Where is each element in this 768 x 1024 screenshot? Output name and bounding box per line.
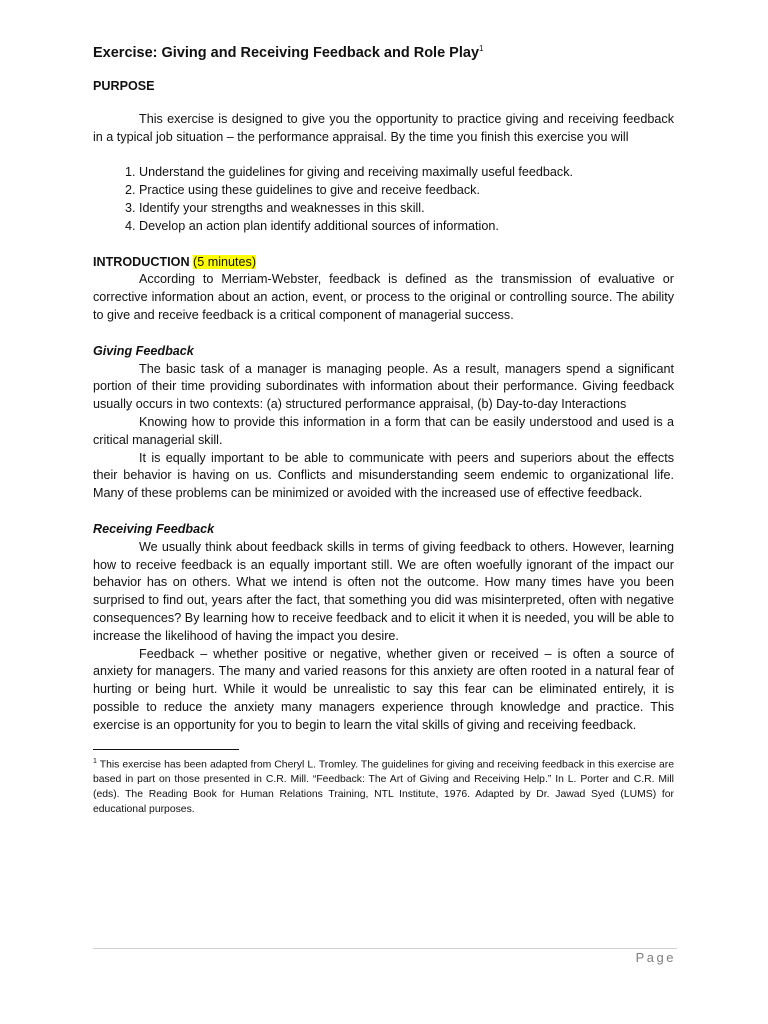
introduction-heading-text: INTRODUCTION	[93, 254, 190, 269]
introduction-paragraph: According to Merriam-Webster, feedback is defined as the transmission of evaluative or corrective information about an action, event, or process to the original or controlling source. The ability to give and receive feedback is a critical component of managerial success.	[93, 272, 674, 322]
title-footnote-marker[interactable]: 1	[479, 44, 484, 53]
giving-feedback-paragraph-2: Knowing how to provide this information in a form that can be easily understood and used is a critical managerial skill.	[93, 414, 674, 447]
receiving-feedback-paragraph-2: Feedback – whether positive or negative, whether given or received – is often a source of anxiety for managers. The many and varied reasons for this anxiety are often rooted in a natural fear of hurting or being hurt. While it would be unrealistic to say this fear can be eliminated entirely, it is possible to reduce the anxiety many managers experience through knowledge and practice. This exercise is an opportunity for you to begin to learn the vital skills of giving and receiving feedback.	[93, 646, 674, 732]
receiving-feedback-paragraph-1: We usually think about feedback skills in terms of giving feedback to others. However, learning how to receive feedback is an equally important still. We are often woefully ignorant of the impact our behavior has on others. What we intend is often not the outcome. How many times have you been surprised to find out, years after the fact, that something you did was misinterpreted, often with negative consequences? By learning how to receive feedback and to elicit it when it is needed, you will be able to increase the likelihood of having the impact you desire.	[93, 539, 674, 643]
purpose-heading: PURPOSE	[93, 78, 155, 93]
list-item: 2. Practice using these guidelines to give and receive feedback.	[139, 182, 674, 200]
giving-feedback-paragraph-3: It is equally important to be able to communicate with peers and superiors about the effects their behavior is having on us. Conflicts and misunderstanding seem endemic to organizational life. Many of these problems can be minimized or avoided with the increased use of effective feedback.	[93, 450, 674, 501]
document-title	[93, 44, 674, 61]
footnote-separator	[93, 749, 239, 750]
objectives-list	[93, 164, 674, 235]
footnote-marker: 1	[93, 757, 97, 765]
footnote-text: This exercise has been adapted from Cheryl L. Tromley. The guidelines for giving and receiving feedback in this exercise are based in part on those presented in C.R. Mill. “Feedback: The Art of Giving and Receiving Help.” In L. Porter and C.R. Mill (eds). The Reading Book for Human Relations Training, NTL Institute, 1976. Adapted by Dr. Jawad Syed (LUMS) for educational purposes.	[93, 759, 674, 815]
document-page	[93, 44, 674, 817]
introduction-heading	[93, 254, 674, 272]
list-item: 1. Understand the guidelines for giving and receiving maximally useful feedback.	[139, 164, 674, 182]
list-item: 3. Identify your strengths and weaknesses in this skill.	[139, 200, 674, 218]
footer-divider	[93, 948, 677, 949]
title-text: Exercise: Giving and Receiving Feedback and Role Play	[93, 44, 480, 61]
giving-feedback-heading: Giving Feedback	[93, 343, 194, 358]
introduction-time-highlight: (5 minutes)	[193, 254, 257, 269]
footnote	[93, 754, 674, 817]
giving-feedback-paragraph-1: The basic task of a manager is managing people. As a result, managers spend a significant portion of their time providing subordinates with information about their performance. Giving feedback usually occurs in two contexts: (a) structured performance appraisal, (b) Day-to-day Interactions	[93, 361, 674, 412]
purpose-paragraph: This exercise is designed to give you the opportunity to practice giving and receiving feedback in a typical job situation – the performance appraisal. By the time you finish this exercise you will	[93, 111, 674, 144]
page-footer-label: Page	[635, 950, 676, 965]
receiving-feedback-heading: Receiving Feedback	[93, 521, 215, 536]
list-item: 4. Develop an action plan identify additional sources of information.	[139, 218, 674, 236]
